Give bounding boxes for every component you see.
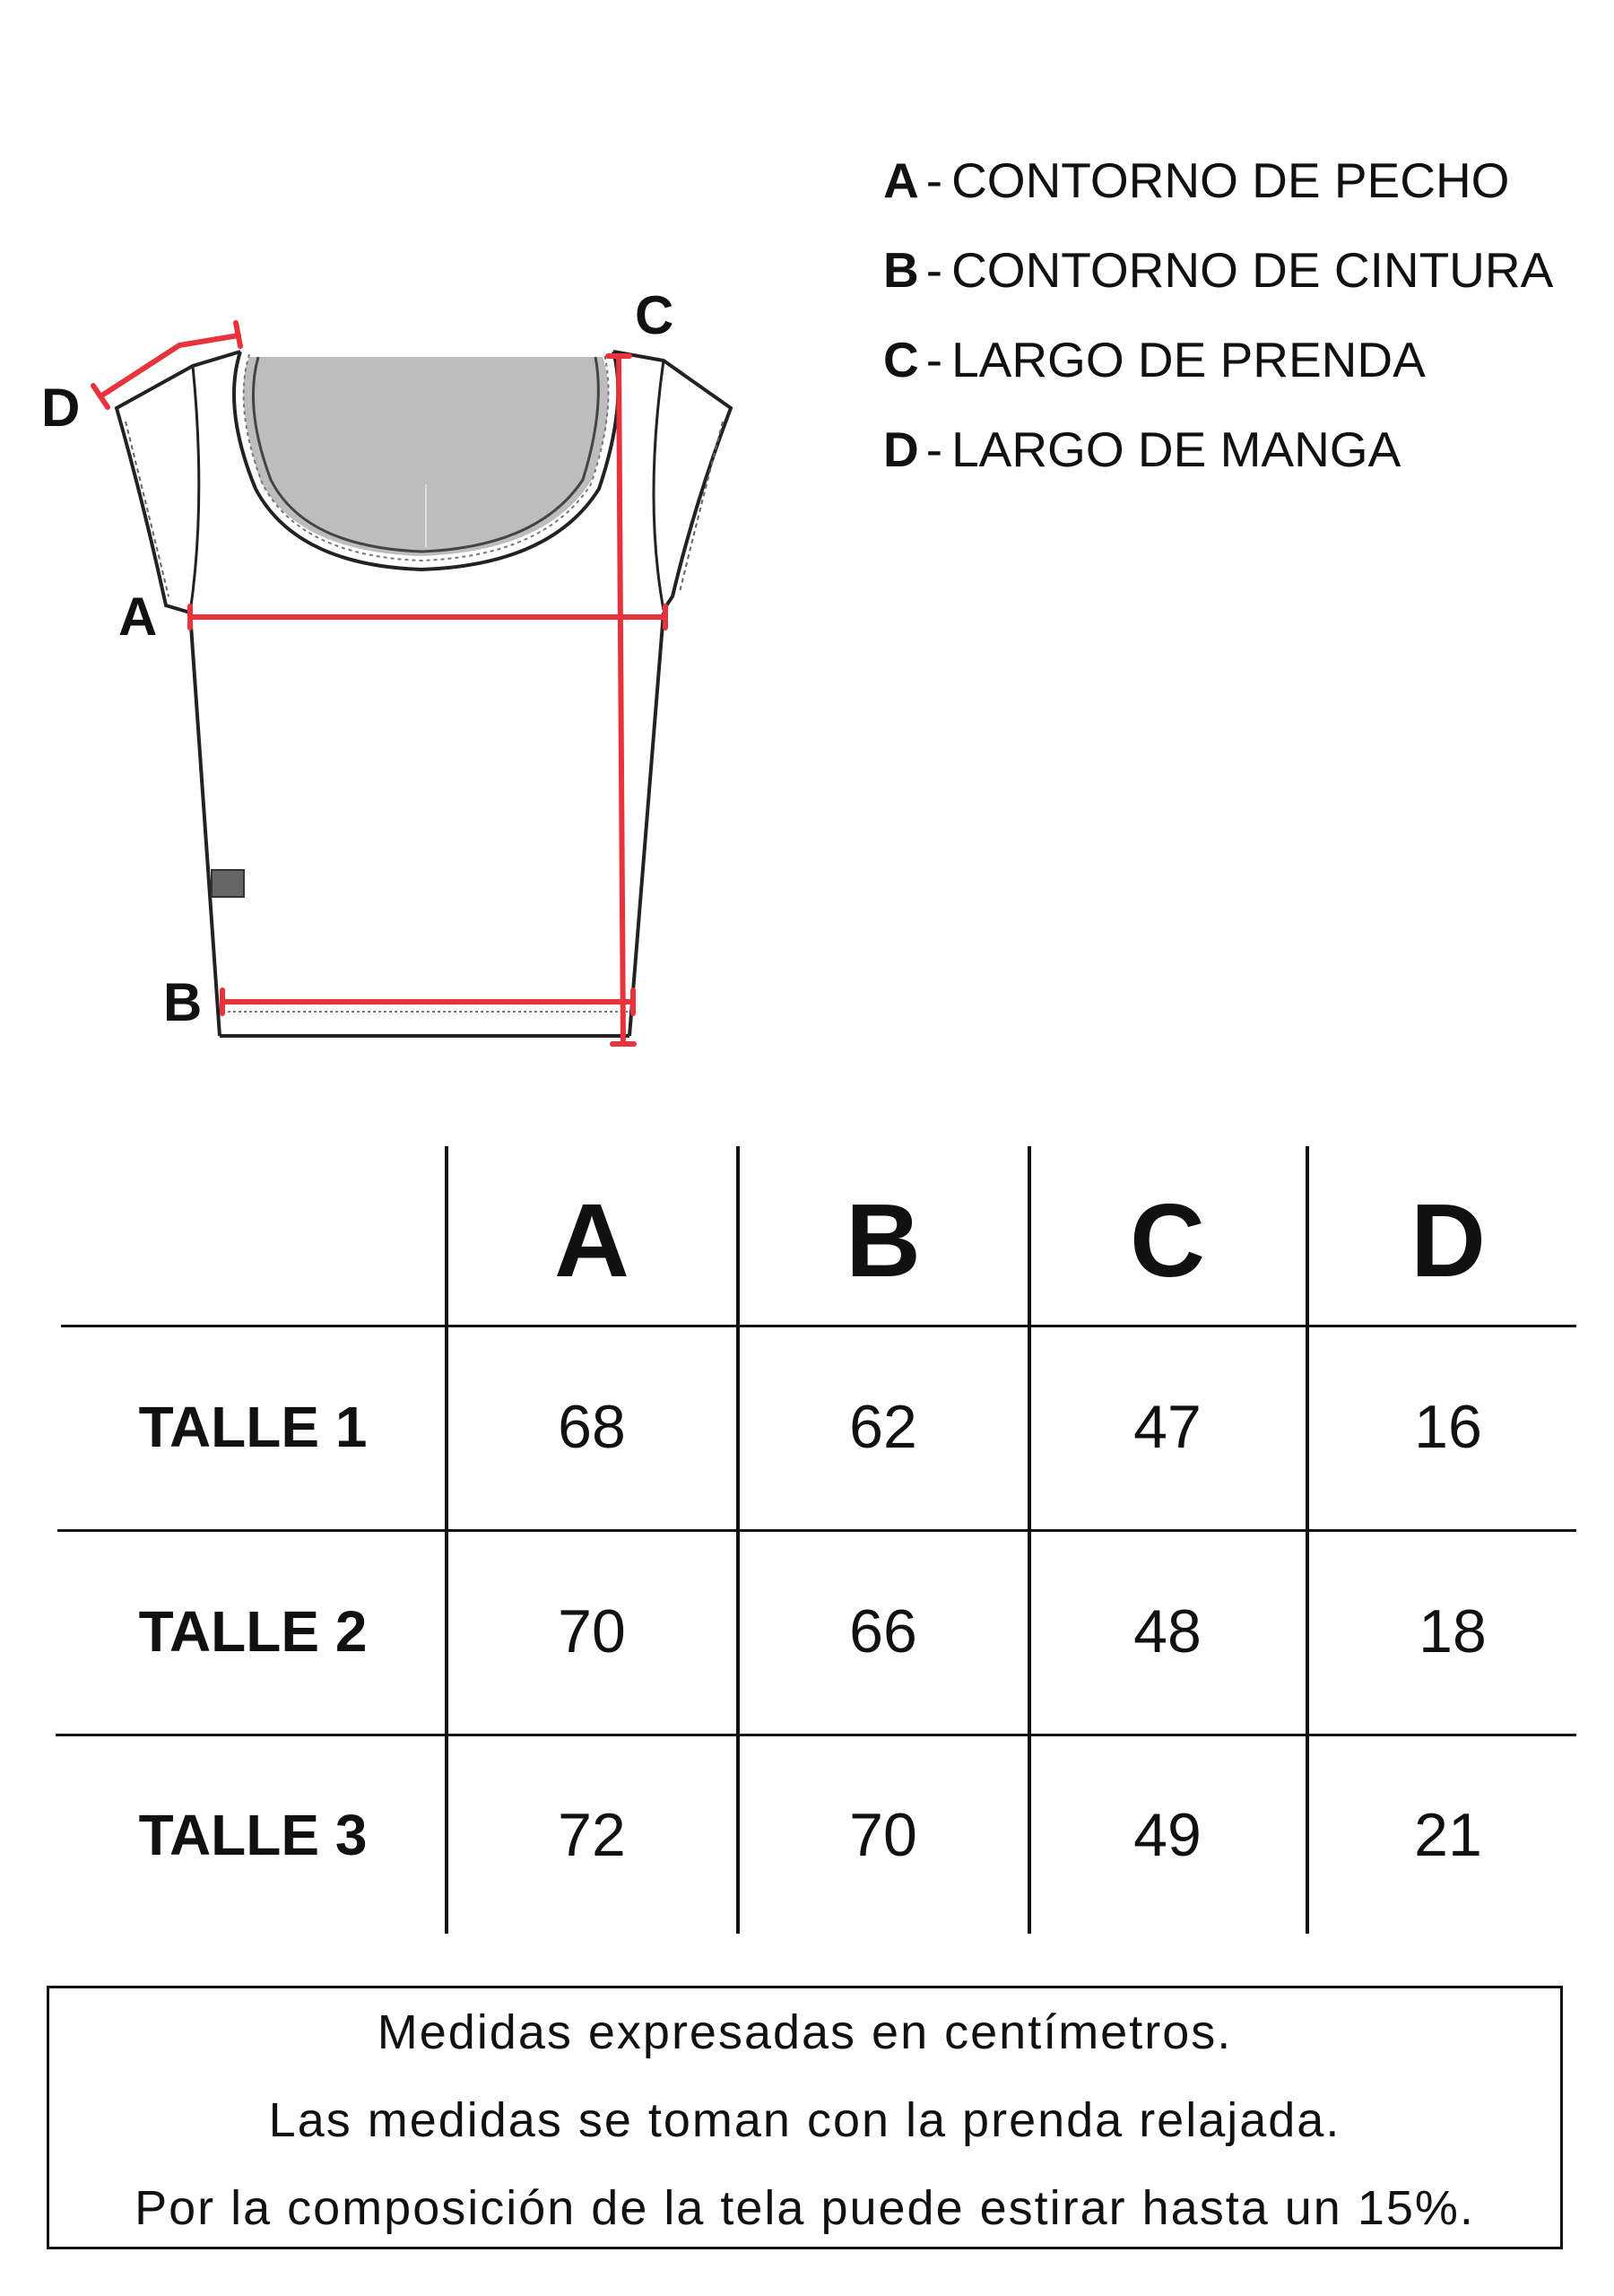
diagram-label-a: A	[118, 587, 158, 647]
table-cell: 70	[558, 1597, 626, 1665]
note-units: Medidas expresadas en centímetros.	[377, 2005, 1233, 2059]
column-header-b: B	[846, 1182, 921, 1299]
legend-text: LARGO DE MANGA	[951, 422, 1401, 477]
diagram-label-b: B	[163, 972, 203, 1032]
table-divider	[61, 1325, 1576, 1327]
legend-text: CONTORNO DE CINTURA	[951, 242, 1554, 298]
table-cell: 62	[849, 1393, 917, 1461]
legend-item-c: C - LARGO DE PRENDA	[883, 332, 1426, 387]
row-header-talle-1: TALLE 1	[138, 1395, 368, 1459]
table-cell: 68	[558, 1393, 626, 1461]
measure-line-c	[619, 356, 623, 1044]
garment-illustration	[0, 0, 897, 1094]
garment-tag	[212, 870, 244, 897]
table-cell: 48	[1133, 1597, 1202, 1665]
diagram-label-c: C	[635, 285, 674, 345]
column-header-a: A	[554, 1182, 629, 1299]
size-diagram	[0, 0, 897, 1094]
note-stretch: Por la composición de la tela puede estirar hasta un 15%.	[134, 2181, 1475, 2235]
table-divider	[1028, 1146, 1031, 1934]
column-header-c: C	[1130, 1182, 1205, 1299]
table-cell: 47	[1133, 1393, 1202, 1461]
row-header-talle-3: TALLE 3	[138, 1803, 368, 1867]
legend-key: C	[883, 332, 919, 387]
legend-text: CONTORNO DE PECHO	[951, 152, 1510, 208]
legend-text: LARGO DE PRENDA	[951, 332, 1426, 387]
table-cell: 49	[1133, 1801, 1202, 1869]
legend-item-b: B - CONTORNO DE CINTURA	[883, 242, 1554, 298]
legend-item-d: D - LARGO DE MANGA	[883, 422, 1401, 477]
table-cell: 72	[558, 1801, 626, 1869]
diagram-label-d: D	[41, 378, 81, 438]
legend-item-a: A - CONTORNO DE PECHO	[883, 152, 1510, 208]
row-header-talle-2: TALLE 2	[138, 1599, 368, 1664]
measure-line-d	[100, 335, 239, 396]
note-relaxed: Las medidas se toman con la prenda relajada.	[268, 2093, 1341, 2147]
table-cell: 18	[1419, 1597, 1487, 1665]
table-divider	[736, 1146, 740, 1934]
table-cell: 16	[1414, 1393, 1482, 1461]
measurement-legend	[883, 151, 1553, 509]
table-cell: 70	[849, 1801, 917, 1869]
legend-key: A	[883, 152, 919, 208]
table-cell: 66	[849, 1597, 917, 1665]
table-divider	[1306, 1146, 1309, 1934]
table-cell: 21	[1414, 1801, 1482, 1869]
legend-key: B	[883, 242, 919, 298]
legend-key: D	[883, 422, 919, 477]
table-divider	[57, 1529, 1576, 1532]
column-header-d: D	[1410, 1182, 1486, 1299]
notes-box	[47, 1986, 1563, 2249]
table-divider	[56, 1734, 1576, 1736]
